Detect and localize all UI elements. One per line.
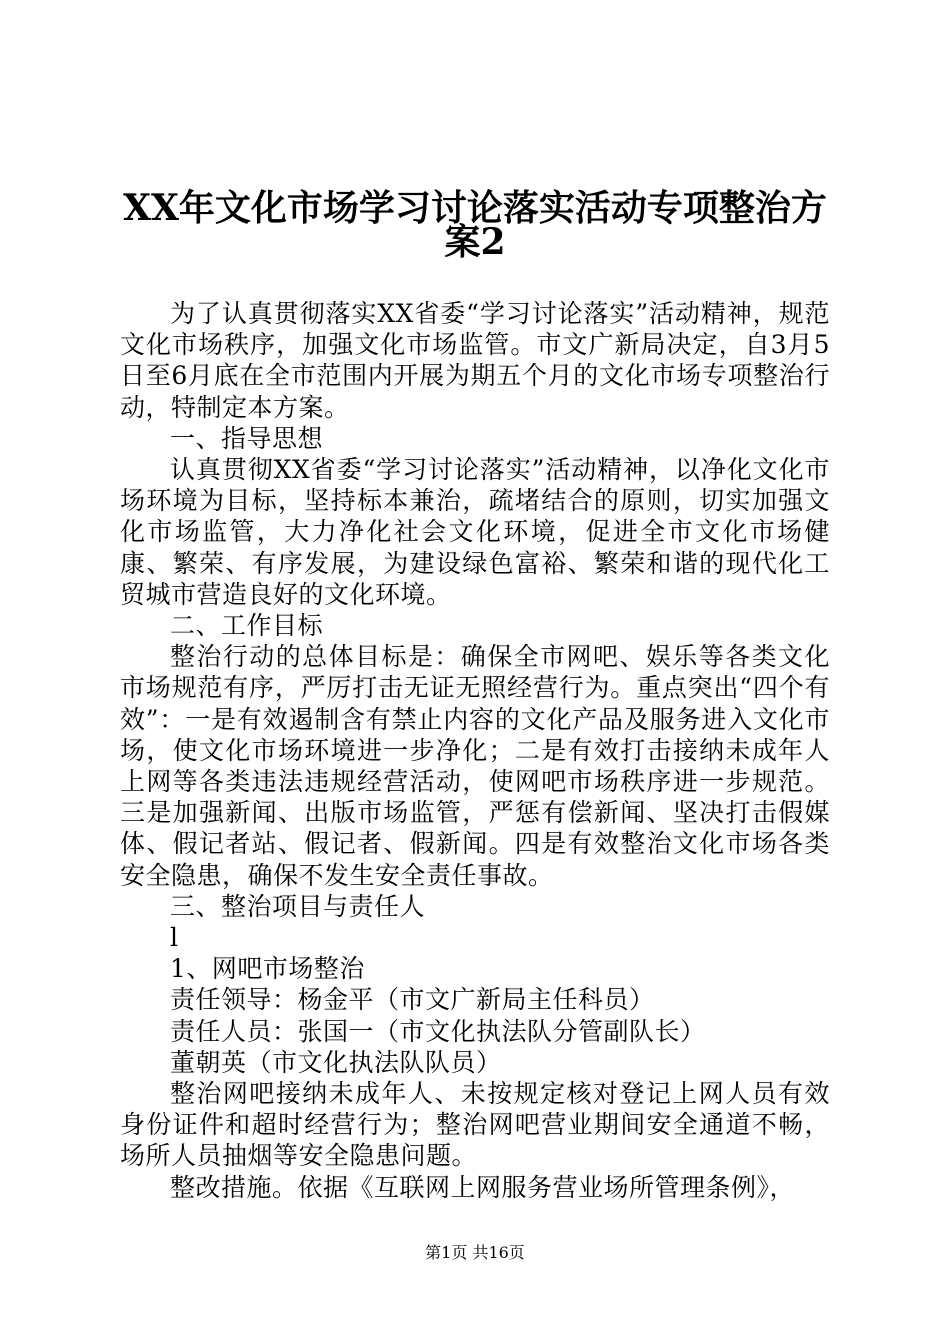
heading-work-goals: 二、工作目标	[170, 611, 324, 641]
heading-projects-responsibles: 三、整治项目与责任人	[170, 891, 426, 921]
paragraph-rectification-measures: 整改措施。依据《互联网上网服务营业场所管理条例》，	[170, 1172, 796, 1202]
document-title-line-2: 案2	[444, 221, 506, 263]
responsible-staff: 责任人员：张国一（市文化执法队分管副队长）	[170, 1016, 706, 1046]
page-footer: 第1页 共16页	[425, 1243, 525, 1262]
responsible-staff-2: 董朝英（市文化执法队队员）	[170, 1047, 502, 1077]
paragraph-guiding-ideology: 认真贯彻XX省委“学习讨论落实”活动精神，以净化文化市场环境为目标，坚持标本兼治，疏堵结合的原则，切实加强文化市场监管，大力净化社会文化环境，促进全市文化市场健康、繁荣、有序发展，为建设绿色富裕、繁荣和谐的现代化工贸城市营造良好的文化环境。	[120, 455, 830, 609]
paragraph-intro: 为了认真贯彻落实XX省委“学习讨论落实”活动精神，规范文化市场秩序，加强文化市场监管。市文广新局决定，自3月5日至6月底在全市范围内开展为期五个月的文化市场专项整治行动，特制定本方案。	[120, 299, 830, 422]
heading-internet-cafe: 1、网吧市场整治	[170, 954, 365, 984]
document-title-line-1: XX年文化市场学习讨论落实活动专项整治方	[123, 187, 827, 229]
heading-guiding-ideology: 一、指导思想	[170, 423, 324, 453]
paragraph-internet-cafe-tasks: 整治网吧接纳未成年人、未按规定核对登记上网人员有效身份证件和超时经营行为；整治网吧营业期间安全通道不畅，场所人员抽烟等安全隐患问题。	[120, 1079, 830, 1171]
responsible-leader: 责任领导：杨金平（市文广新局主任科员）	[170, 985, 655, 1015]
document-body	[120, 298, 830, 1203]
paragraph-work-goals: 整治行动的总体目标是：确保全市网吧、娱乐等各类文化市场规范有序，严厉打击无证无照经营行为。重点突出“四个有效”：一是有效遏制含有禁止内容的文化产品及服务进入文化市场，使文化市场环境进一步净化；二是有效打击接纳未成年人上网等各类违法违规经营活动，使网吧市场秩序进一步规范。三是加强新闻、出版市场监管，严惩有偿新闻、坚决打击假媒体、假记者站、假记者、假新闻。四是有效整治文化市场各类安全隐患，确保不发生安全责任事故。	[120, 642, 830, 890]
stray-character: l	[170, 923, 179, 953]
